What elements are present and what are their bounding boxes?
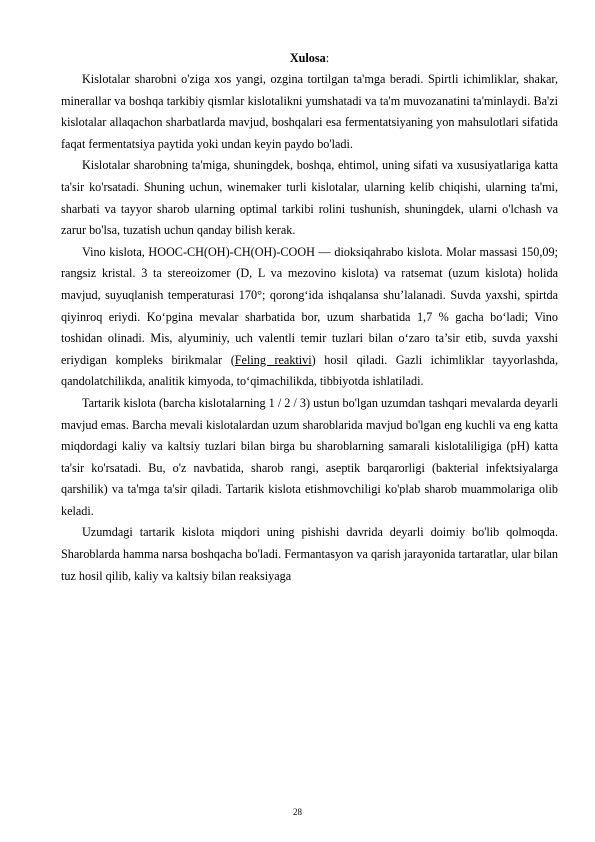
document-page	[61, 48, 558, 587]
paragraph-acids-taste: Kislotalar sharobni o'ziga xos yangi, ozgina tortilgan ta'mga beradi. Spirtli ichimliklar, shakar, minerallar va boshqa tarkibiy qismlar kislotalikni yumshatadi va ta'm muvozanatini ta'minlaydi. Ba'zi kislotalar allaqachon sharbatlarda mavjud, boshqalari esa fermentatsiyaning yon mahsulotlari sifatida faqat fermentatsiya paytida yoki undan keyin paydo bo'ladi.	[61, 72, 558, 151]
paragraph-text-after-link: ) hosil qiladi. Gazli ichimliklar tayyorlashda, qandolatchilikda, analitik kimyoda, to‘qimachilikda, tibbiyotda ishlatiladi.	[61, 352, 558, 389]
paragraph-tartaric-acid-grapes: Tartarik kislota (barcha kislotalarning 1 / 2 / 3) ustun bo'lgan uzumdan tashqari mevalarda deyarli mavjud emas. Barcha mevali kislotalardan uzum sharoblarida mavjud bo'lgan eng kuchli va eng katta miqdordagi kaliy va kaltsiy tuzlari bilan birga bu sharoblarning samarali kislotaliligiga (pH) katta ta'sir ko'rsatadi. Bu, o'z navbatida, sharob rangi, aseptik barqarorligi (bakterial infektsiyalarga qarshilik) va ta'mga ta'sir qiladi. Tartarik kislota etishmovchiligi ko'plab sharob muammolariga olib keladi.	[61, 395, 558, 518]
section-heading	[61, 48, 558, 69]
heading-colon: :	[325, 51, 330, 65]
paragraph-tartaric-acid-content: Uzumdagi tartarik kislota miqdori uning pishishi davrida deyarli doimiy bo'lib qolmoqda. Sharoblarda hamma narsa boshqacha bo'ladi. Fermantasyon va qarish jarayonida tartaratlar, ular bilan tuz hosil qilib, kaliy va kaltsiy bilan reaksiyaga	[61, 525, 558, 583]
page-number: 28	[293, 807, 302, 817]
paragraph-tartaric-acid-chemistry	[61, 242, 558, 393]
heading-title: Xulosa	[289, 51, 326, 65]
paragraph-text-before-link: Vino kislota, HOOC-CH(OH)-CH(OH)-COOH — dioksiqahrabo kislota. Molar massasi 150,09; rangsiz kristal. 3 ta stereoizomer (D, L va mezovino kislota) va ratsemat (uzum kislota) holida mavjud, suyuqlanish temperaturasi 170°; qorong‘ida ishqalansa shu’lalanadi. Suvda yaxshi, spirtda qiyinroq eriydi. Ko‘pgina mevalar sharbatida bor, uzum sharbatida 1,7 % gacha bo‘ladi; Vino toshidan olinadi. Mis, alyuminiy, uch valentli temir tuzlari bilan o‘zaro ta’sir etib, suvda yaxshi eriydigan kompleks birikmalar (	[61, 244, 558, 367]
paragraph-acids-quality: Kislotalar sharobning ta'miga, shuningdek, boshqa, ehtimol, uning sifati va xususiyatlariga katta ta'sir ko'rsatadi. Shuning uchun, winemaker turli kislotalar, ularning kelib chiqishi, ularning ta'mi, sharbati va tayyor sharob ularning optimal tarkibi rolini tushunish, shuningdek, ularni o'lchash va zarur bo'lsa, tuzatish uchun qanday bilish kerak.	[61, 158, 558, 238]
feling-reagent-link[interactable]: Feling reaktivi	[234, 352, 312, 367]
